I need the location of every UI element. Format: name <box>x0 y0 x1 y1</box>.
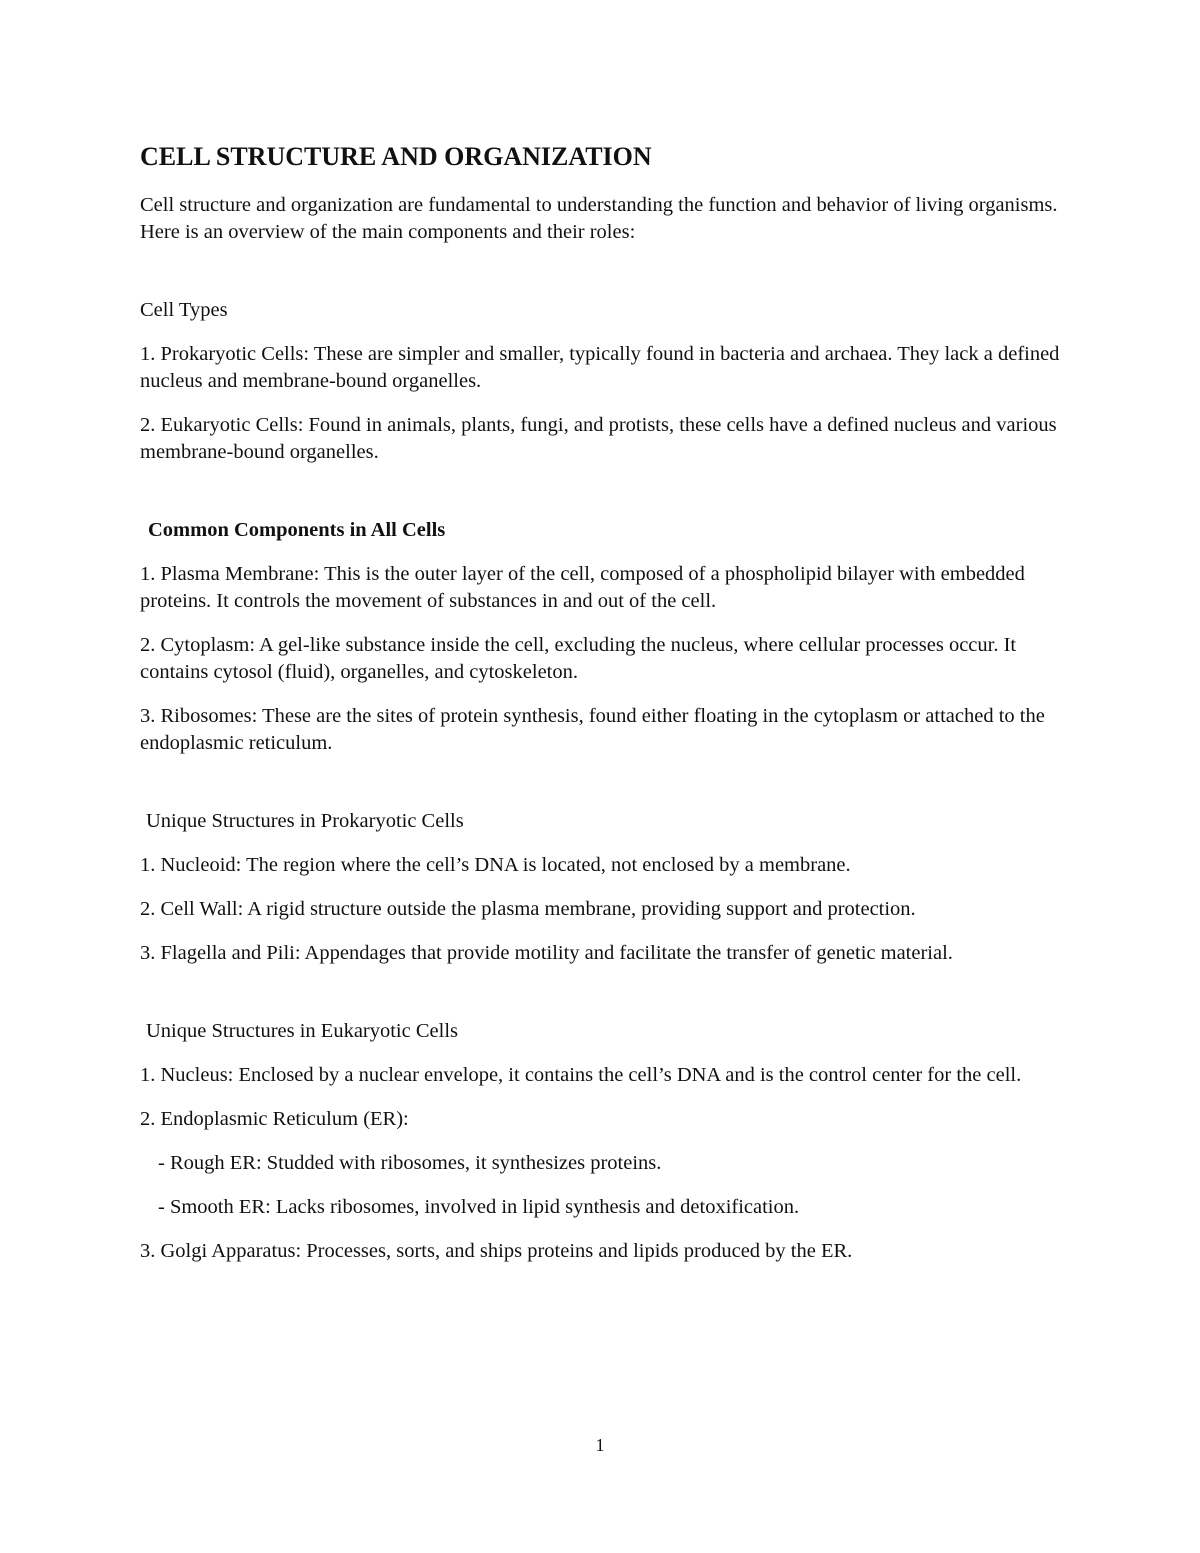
cell-type-item-prokaryotic: 1. Prokaryotic Cells: These are simpler and smaller, typically found in bacteria and archaea. They lack a defined nucleus and membrane-bound organelles. <box>140 343 1060 392</box>
cell-type-item-eukaryotic: 2. Eukaryotic Cells: Found in animals, plants, fungi, and protists, these cells have a defined nucleus and various membrane-bound organelles. <box>140 414 1057 463</box>
eukaryotic-item-nucleus: 1. Nucleus: Enclosed by a nuclear envelope, it contains the cell’s DNA and is the control center for the cell. <box>140 1064 1022 1086</box>
eukaryotic-subitem-smooth-er: - Smooth ER: Lacks ribosomes, involved in lipid synthesis and detoxification. <box>158 1196 800 1218</box>
prokaryotic-item-cell-wall: 2. Cell Wall: A rigid structure outside the plasma membrane, providing support and protection. <box>140 898 916 920</box>
eukaryotic-item-golgi: 3. Golgi Apparatus: Processes, sorts, and ships proteins and lipids produced by the ER. <box>140 1240 853 1262</box>
spacer <box>140 483 1070 517</box>
spacer <box>140 774 1070 808</box>
eukaryotic-item-er: 2. Endoplasmic Reticulum (ER): <box>140 1108 409 1130</box>
page-number: 1 <box>595 1435 605 1455</box>
prokaryotic-item-flagella-pili: 3. Flagella and Pili: Appendages that provide motility and facilitate the transfer of genetic material. <box>140 942 953 964</box>
component-item-ribosomes: 3. Ribosomes: These are the sites of protein synthesis, found either floating in the cytoplasm or attached to the endoplasmic reticulum. <box>140 705 1045 754</box>
component-item-plasma-membrane: 1. Plasma Membrane: This is the outer layer of the cell, composed of a phospholipid bilayer with embedded proteins. It controls the movement of substances in and out of the cell. <box>140 563 1025 612</box>
document-body <box>140 140 1070 1282</box>
document-title: CELL STRUCTURE AND ORGANIZATION <box>140 142 652 171</box>
prokaryotic-item-nucleoid: 1. Nucleoid: The region where the cell’s DNA is located, not enclosed by a membrane. <box>140 854 851 876</box>
eukaryotic-subitem-rough-er: - Rough ER: Studded with ribosomes, it synthesizes proteins. <box>158 1152 662 1174</box>
intro-paragraph: Cell structure and organization are fundamental to understanding the function and behavior of living organisms. Here is an overview of the main components and their roles: <box>140 194 1058 243</box>
section-heading-common-components: Common Components in All Cells <box>148 519 446 541</box>
spacer <box>140 263 1070 297</box>
spacer <box>140 984 1070 1018</box>
section-heading-cell-types: Cell Types <box>140 299 228 321</box>
section-heading-prokaryotic-structures: Unique Structures in Prokaryotic Cells <box>146 810 464 832</box>
component-item-cytoplasm: 2. Cytoplasm: A gel-like substance inside the cell, excluding the nucleus, where cellular processes occur. It contains cytosol (fluid), organelles, and cytoskeleton. <box>140 634 1017 683</box>
section-heading-eukaryotic-structures: Unique Structures in Eukaryotic Cells <box>146 1020 458 1042</box>
